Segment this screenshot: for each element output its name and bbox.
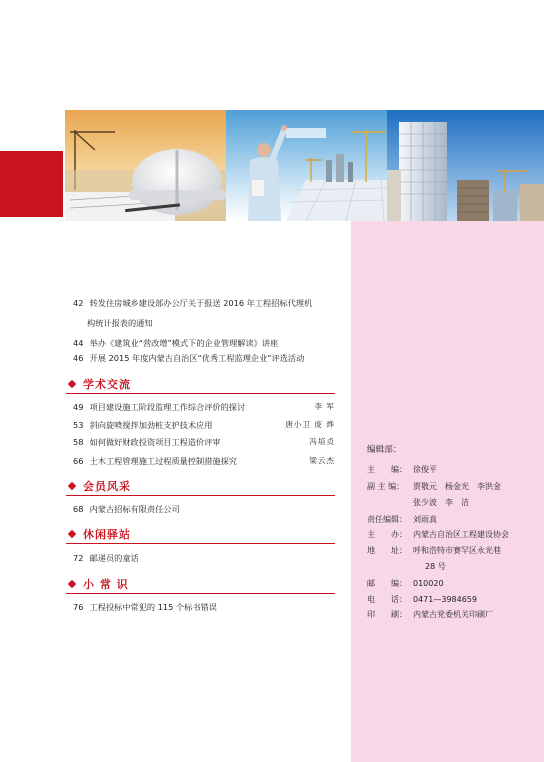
section-divider <box>66 543 335 544</box>
toc-entry[interactable] <box>73 552 345 564</box>
toc-entry[interactable] <box>73 503 345 515</box>
toc-entry-title: 如何做好财政投资项目工程造价评审 <box>89 437 221 447</box>
toc-author: 冯培贞 <box>309 437 335 446</box>
editorial-value: 28 号 <box>425 562 446 571</box>
editorial-label: 责任编辑： <box>367 515 407 524</box>
editorial-label: 副 主 编： <box>367 482 405 491</box>
toc-author: 李 军 <box>314 402 335 411</box>
toc-page-number: 46 <box>73 353 84 363</box>
toc-entry[interactable] <box>73 297 345 309</box>
section-heading-tips: 小 常 识 <box>66 576 129 592</box>
construction-helmet-photo <box>65 110 226 221</box>
editorial-label: 主 编： <box>367 465 407 474</box>
section-divider <box>66 393 335 394</box>
toc-entry-title: 工程投标中常犯的 115 个标书错误 <box>89 602 217 612</box>
editorial-value: 010020 <box>413 579 444 588</box>
editorial-value: 刘雨真 <box>413 515 437 524</box>
toc-entry-title: 土木工程管理施工过程质量控制措施探究 <box>89 456 237 466</box>
editorial-row <box>367 464 437 476</box>
toc-entry[interactable] <box>73 601 345 613</box>
editorial-row <box>367 594 477 606</box>
toc-page-number: 53 <box>73 420 84 430</box>
editorial-row <box>367 561 446 573</box>
editorial-label: 地 址： <box>367 546 407 555</box>
red-accent-block <box>0 151 63 217</box>
section-divider <box>66 495 335 496</box>
editorial-row <box>367 497 469 509</box>
editorial-value: 内蒙古自治区工程建设协会 <box>413 530 509 539</box>
office-towers-photo <box>387 110 544 221</box>
editorial-title: 编辑部： <box>367 445 402 455</box>
toc-page-number: 68 <box>73 504 84 514</box>
editorial-row <box>367 578 444 590</box>
editorial-value: 呼和浩特市赛罕区永光巷 <box>413 546 501 555</box>
toc-entry-title: 举办《建筑业“营改增”模式下的企业管理解读》讲座 <box>89 338 279 348</box>
editorial-row <box>367 609 493 621</box>
toc-entry[interactable] <box>73 455 345 467</box>
toc-page-number: 72 <box>73 553 84 563</box>
toc-page-number: 49 <box>73 402 84 412</box>
editorial-row <box>367 529 509 541</box>
editorial-row <box>367 481 501 493</box>
toc-page-number: 66 <box>73 456 84 466</box>
editorial-value: 0471—3984659 <box>413 595 477 604</box>
toc-entry-title: 开展 2015 年度内蒙古自治区“优秀工程监理企业”评选活动 <box>89 353 305 363</box>
diamond-icon <box>68 580 76 588</box>
section-heading-leisure: 休闲驿站 <box>66 526 131 542</box>
toc-page-number: 42 <box>73 298 84 308</box>
section-divider <box>66 593 335 594</box>
toc-entry-title: 转发住房城乡建设部办公厅关于报送 2016 年工程招标代理机 <box>89 298 313 308</box>
toc-page-number: 44 <box>73 338 84 348</box>
editorial-row <box>367 545 501 557</box>
editorial-label: 邮 编： <box>367 579 407 588</box>
diamond-icon <box>68 530 76 538</box>
editorial-value: 张少波 李 洁 <box>413 498 469 507</box>
diamond-icon <box>68 380 76 388</box>
editorial-label: 电 话： <box>367 595 407 604</box>
toc-entry-title: 斜向旋喷搅拌加劲桩支护技术应用 <box>89 420 213 430</box>
toc-entry-title: 项目建设施工阶段监理工作综合评价的探讨 <box>89 402 246 412</box>
toc-page-number: 76 <box>73 602 84 612</box>
editorial-row <box>367 514 437 526</box>
toc-page-number: 58 <box>73 437 84 447</box>
diamond-icon <box>68 482 76 490</box>
toc-entry[interactable] <box>73 352 345 364</box>
toc-entry[interactable] <box>73 436 345 448</box>
section-heading-academic: 学术交流 <box>66 376 131 392</box>
editorial-value: 贾敬元 杨金光 李洪金 <box>413 482 501 491</box>
toc-author: 唐小卫 庞 烨 <box>285 420 335 429</box>
toc-entry-continuation: 构统计报表的通知 <box>87 318 153 328</box>
editorial-value: 内蒙古党委机关印刷厂 <box>413 610 493 619</box>
editorial-label: 印 刷： <box>367 610 407 619</box>
editorial-value: 徐俊平 <box>413 465 437 474</box>
toc-entry-title: 内蒙古招标有限责任公司 <box>89 504 180 514</box>
engineer-skyline-photo <box>226 110 387 221</box>
editorial-label: 主 办： <box>367 530 407 539</box>
toc-entry[interactable] <box>73 401 345 413</box>
toc-entry[interactable] <box>73 337 345 349</box>
section-heading-members: 会员风采 <box>66 478 131 494</box>
toc-entry-title: 邮递员的童话 <box>89 553 139 563</box>
toc-author: 梁云杰 <box>309 456 335 465</box>
toc-entry[interactable] <box>73 419 345 431</box>
